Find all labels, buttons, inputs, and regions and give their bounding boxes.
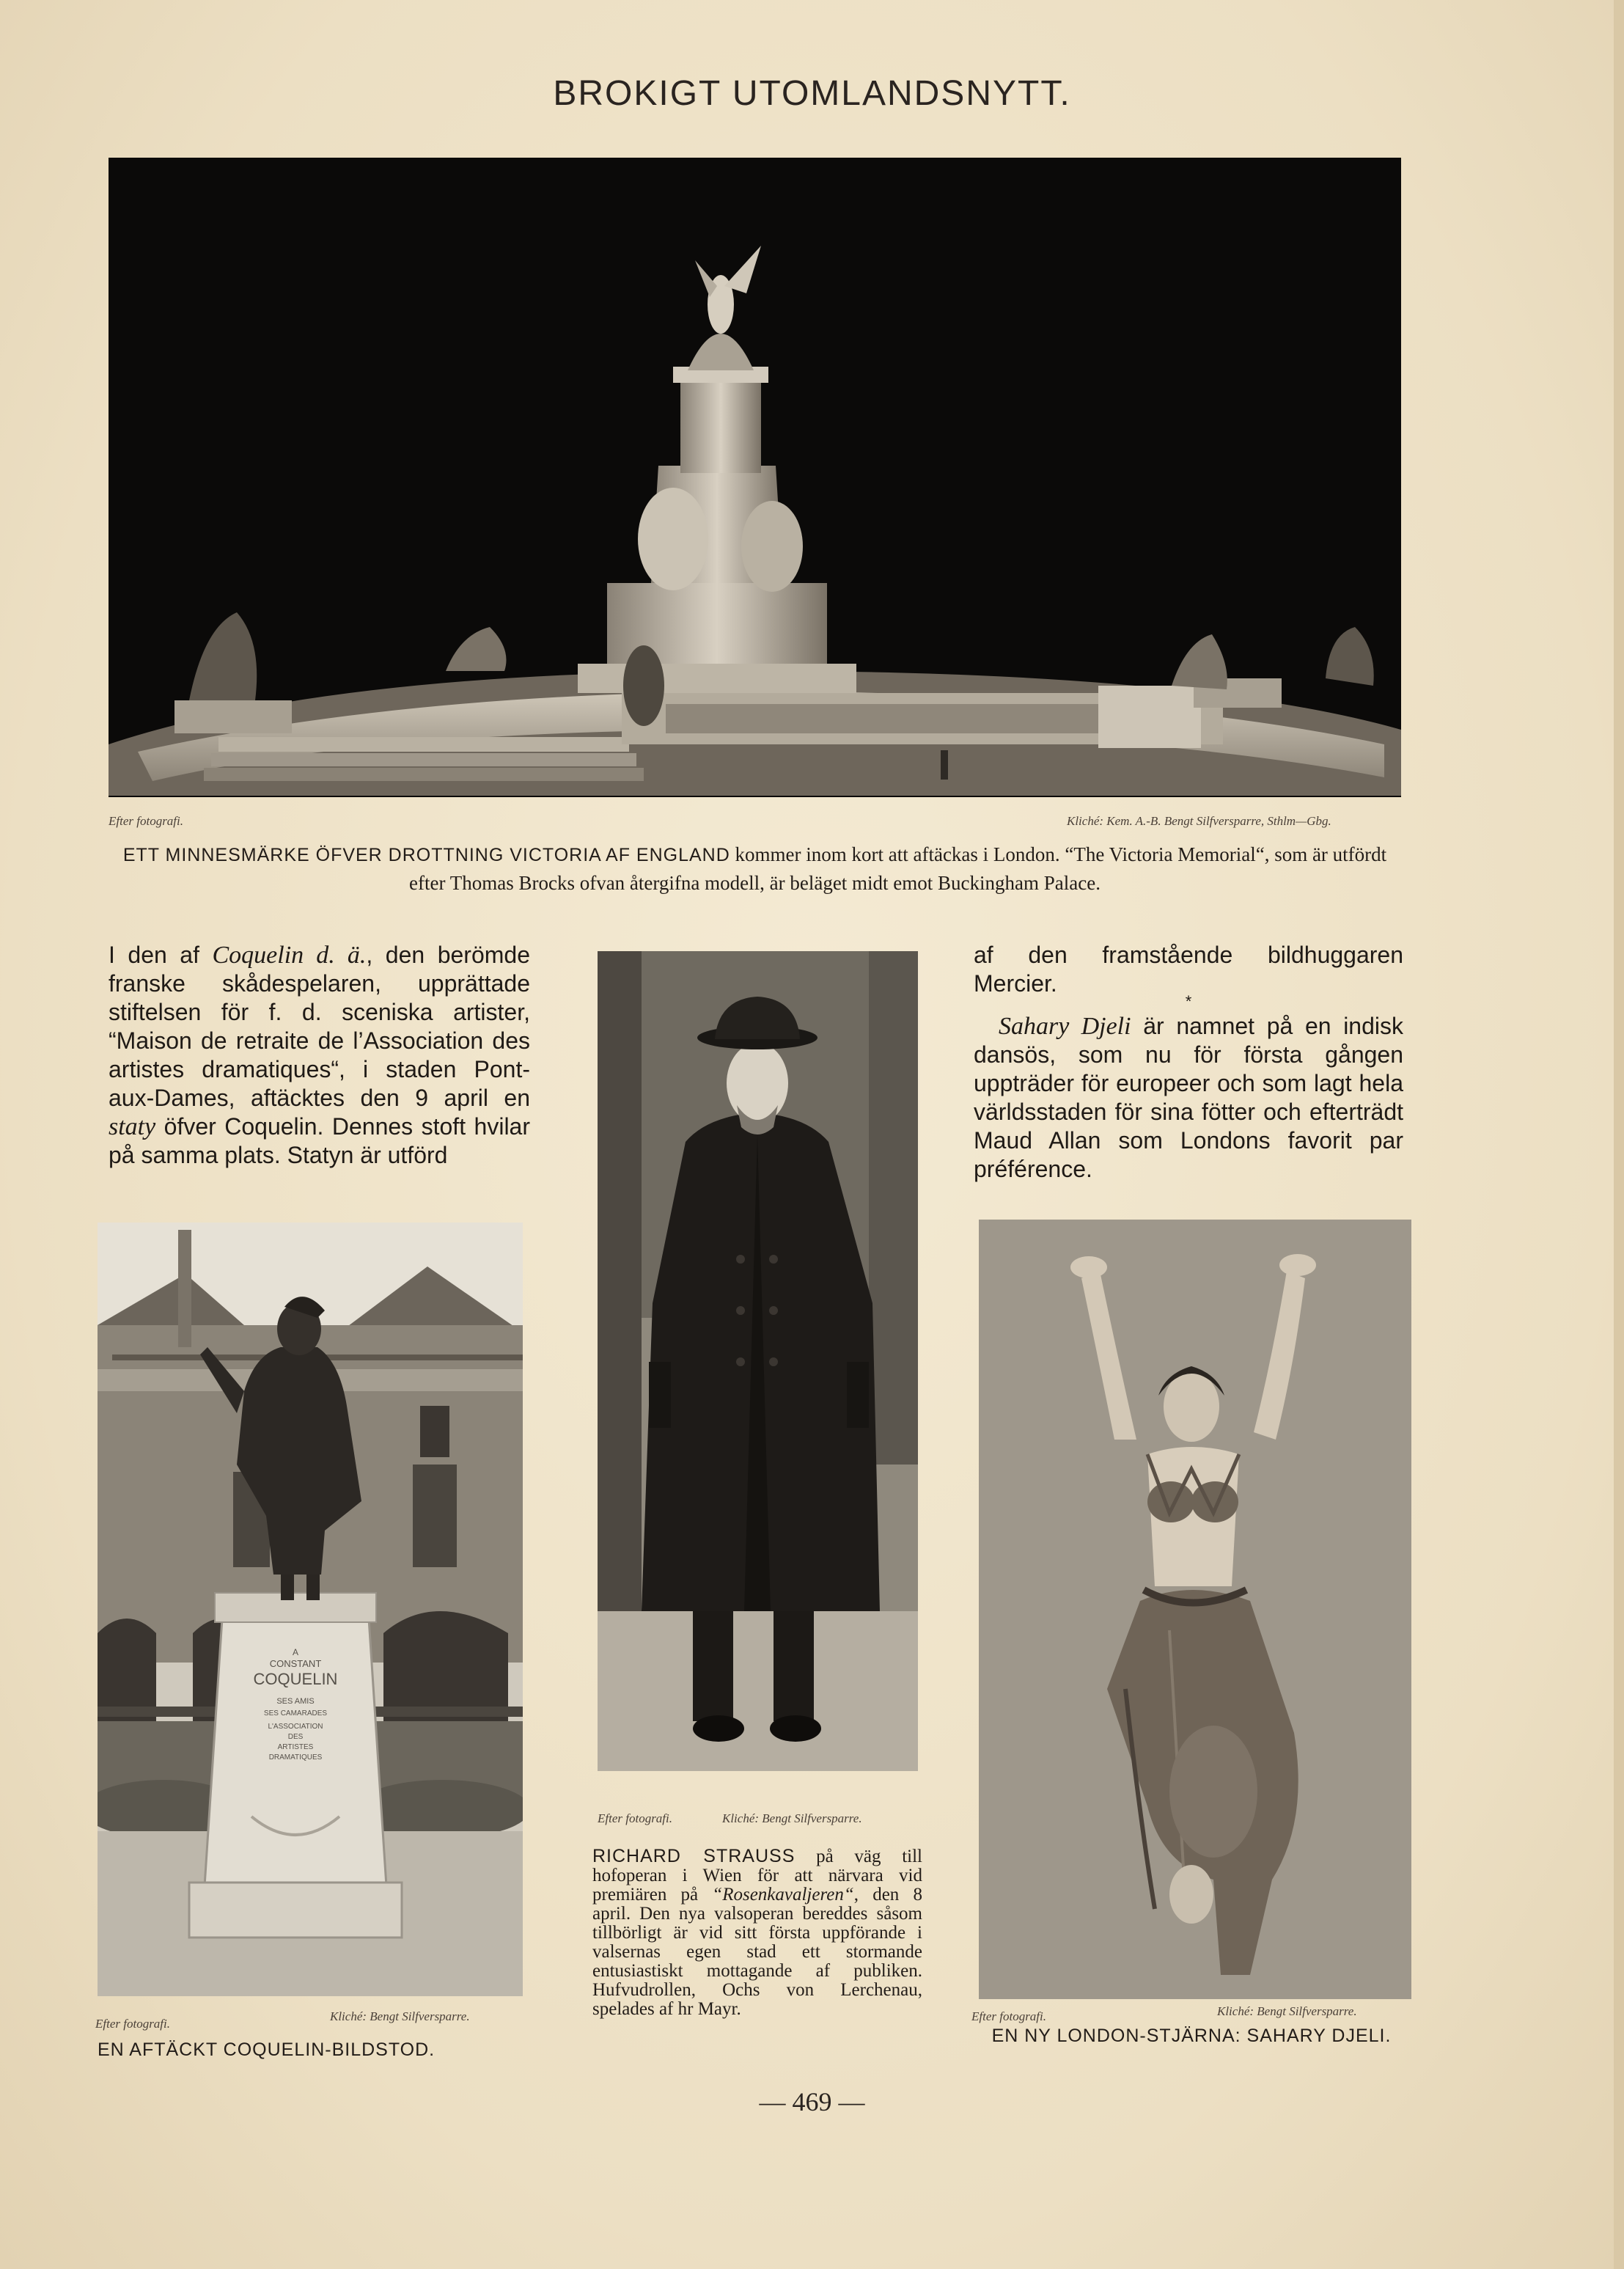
coquelin-continued: [974, 941, 1403, 998]
pedestal-a: A: [292, 1647, 299, 1657]
victoria-memorial-photo: [109, 158, 1401, 797]
strauss-caption-b: , den 8 april. Den nya valsoperan bereddes såsom tillbörligt är vid sitt första uppförande i valsernas egen stad ett stormande entusiastiskt mottagande af publiken. Hufvudrollen, Ochs von Lerchenau, spelades af hr Mayr.: [592, 1885, 922, 2019]
page-number: — 469 —: [759, 2087, 865, 2116]
victoria-cliche-credit: Kliché: Kem. A.-B. Bengt Silfversparre, Sthlm—Gbg.: [1067, 814, 1331, 828]
sahary-separator-mark: *: [1185, 992, 1192, 1011]
pedestal-ses-amis: SES AMIS: [276, 1697, 315, 1706]
coquelin-caption: [98, 2035, 523, 2064]
pedestal-des: DES: [287, 1733, 304, 1741]
pedestal-artistes: ARTISTES: [277, 1743, 314, 1751]
coquelin-text-a: I den af: [109, 942, 213, 968]
victoria-caption-lead: ETT MINNESMÄRKE ÖFVER DROTTNING VICTORIA AF ENGLAND: [122, 845, 730, 865]
coquelin-photo-credit: Efter fotografi.: [95, 2017, 170, 2031]
coquelin-continued-text: af den framstående bildhuggaren Mercier.: [974, 942, 1403, 997]
strauss-caption-a: på väg till hofoperan i Wien för att närvara vid premiären på: [592, 1847, 922, 1905]
pedestal-association: L'ASSOCIATION: [268, 1723, 323, 1731]
coquelin-caption-text: EN AFTÄCKT COQUELIN-BILDSTOD.: [98, 2039, 436, 2060]
sahary-text: är namnet på en indisk dansös, som nu för första gången uppträder för europeer och som lagt hela världsstaden för sina fötter och efterträdt Maud Allan som Londons favorit par préférence.: [974, 1013, 1404, 1182]
pedestal-coquelin: COQUELIN: [253, 1670, 338, 1688]
page-edge: [1614, 0, 1624, 2269]
pedestal-constant: CONSTANT: [269, 1658, 322, 1669]
sahary-paragraph: [974, 1012, 1403, 1184]
coquelin-paragraph: [109, 941, 530, 1170]
strauss-photo-credit: Efter fotografi.: [598, 1811, 672, 1825]
strauss-caption: [592, 1847, 922, 2019]
coquelin-name: Coquelin d. ä.: [212, 942, 367, 969]
strauss-caption-lead: RICHARD STRAUSS: [592, 1846, 796, 1866]
coquelin-statue-photo: [98, 1223, 523, 1996]
pedestal-ses-camarades: SES CAMARADES: [263, 1709, 328, 1718]
strauss-caption-title: “Rosenkavaljeren“: [712, 1885, 854, 1905]
coquelin-text-b: , den berömde franske skådespelaren, upprättade stiftelsen för f. d. sceniska artister, “Maison de retraite de l’Association des artistes dramatiques“, i staden Pont-aux-Dames, aftäcktes den 9 april en: [109, 942, 531, 1111]
page-header: BROKIGT UTOMLANDSNYTT.: [553, 74, 1071, 113]
sahary-cliche-credit: Kliché: Bengt Silfversparre.: [1217, 2004, 1357, 2018]
victoria-caption-text: kommer inom kort att aftäckas i London. “The Victoria Memorial“, som är utfördt efter Thomas Brocks ofvan återgifna modell, är beläget midt emot Buckingham Palace.: [409, 843, 1387, 894]
victoria-caption: [109, 840, 1401, 897]
coquelin-staty: staty: [109, 1113, 156, 1140]
sahary-djeli-photo: [979, 1220, 1411, 1999]
victoria-photo-credit: Efter fotografi.: [109, 814, 183, 828]
coquelin-cliche-credit: Kliché: Bengt Silfversparre.: [330, 2009, 470, 2023]
sahary-caption: [971, 2024, 1411, 2047]
sahary-separator: [974, 994, 1403, 1010]
pedestal-dramatiques: DRAMATIQUES: [268, 1753, 323, 1762]
coquelin-text-c: öfver Coquelin. Dennes stoft hvilar på samma plats. Statyn är utförd: [109, 1113, 530, 1168]
strauss-cliche-credit: Kliché: Bengt Silfversparre.: [722, 1811, 862, 1825]
strauss-photo: [598, 951, 918, 1771]
sahary-photo-credit: Efter fotografi.: [971, 2009, 1046, 2023]
sahary-caption-text: EN NY LONDON-STJÄRNA: SAHARY DJELI.: [991, 2026, 1392, 2046]
sahary-name: Sahary Djeli: [999, 1013, 1131, 1040]
